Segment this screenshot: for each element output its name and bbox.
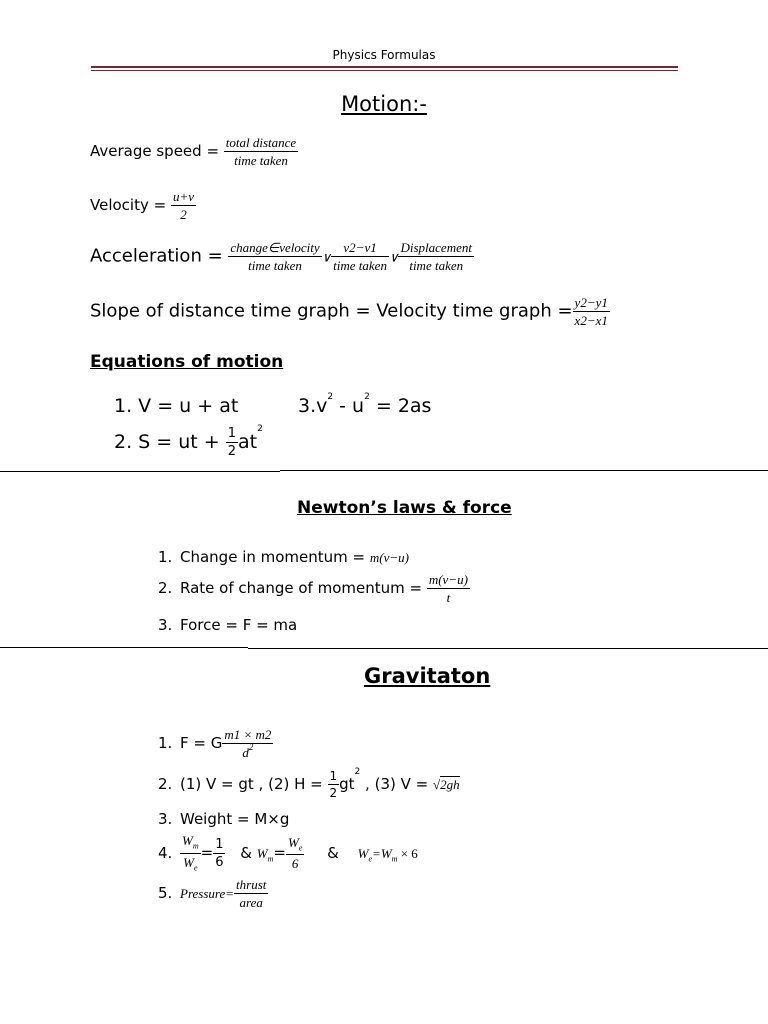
gravitation-item-2-numerator: 1: [329, 769, 338, 783]
one-sixth-numerator: 1: [215, 836, 224, 852]
list-number: 2.: [158, 775, 173, 793]
gravitation-item-4: [158, 834, 418, 872]
list-number: 5.: [158, 884, 173, 902]
gravitation-item-1-d: d: [242, 745, 249, 760]
w-symbol: W: [256, 845, 268, 861]
acceleration-label: Acceleration =: [90, 245, 229, 267]
equation-3-exp-1: 2: [327, 392, 334, 402]
w-symbol: W: [183, 854, 194, 870]
slope-fraction: [573, 296, 610, 327]
w-symbol: W: [380, 845, 392, 861]
gravitation-item-2-exp: 2: [354, 767, 361, 777]
equation-2: [114, 424, 263, 459]
gravitation-item-2: [158, 767, 460, 800]
gravitation-item-1-denominator: [222, 744, 273, 759]
ampersand: &: [240, 843, 252, 862]
velocity-formula: [90, 190, 196, 221]
newton-item-2-label: Rate of change of momentum =: [180, 579, 427, 597]
equations-of-motion-heading: Equations of motion: [90, 352, 284, 372]
w-symbol: W: [182, 833, 193, 848]
gravitation-item-1-numerator: m1 × m2: [224, 727, 272, 742]
average-speed-numerator: total distance: [225, 135, 297, 150]
we-numerator: [286, 836, 304, 856]
equation-2-lhs: 2. S = ut +: [114, 431, 226, 453]
newton-item-2: [158, 573, 470, 604]
equals-sign: =: [200, 843, 214, 862]
one-sixth-denominator: 6: [215, 854, 224, 870]
section-divider: [0, 471, 280, 472]
sqrt-icon: √: [432, 777, 441, 792]
subscript-m: m: [267, 854, 274, 864]
equation-3: [298, 392, 432, 417]
we-denominator: [180, 854, 201, 873]
gravitation-item-1-label: F = G: [180, 734, 223, 752]
acceleration-numerator-1: change∈velocity: [230, 240, 320, 255]
acceleration-denominator-1: time taken: [248, 258, 302, 273]
subscript-e: e: [193, 863, 198, 873]
acceleration-denominator-3: time taken: [409, 258, 464, 273]
subscript-m: m: [391, 854, 398, 864]
list-number: 4.: [158, 843, 173, 862]
gravitation-item-2-sqrt-body: 2gh: [440, 777, 460, 792]
pressure-numerator: thrust: [236, 877, 267, 892]
times-six: × 6: [400, 845, 418, 861]
slope-formula: [90, 296, 610, 327]
gravitation-item-5: [158, 878, 268, 909]
subscript-e: e: [368, 854, 373, 864]
gravitation-item-2-part-3: , (3) V =: [360, 775, 433, 793]
newton-item-1-math: m(v−u): [369, 550, 409, 565]
equation-3-rhs: = 2as: [369, 395, 432, 417]
newton-item-3-label: Force = F = ma: [180, 616, 298, 634]
equation-2-denominator: 2: [227, 444, 236, 459]
acceleration-denominator-2: time taken: [333, 258, 387, 273]
list-number: 1.: [158, 548, 173, 566]
gravitation-item-2-denominator: 2: [329, 786, 338, 800]
average-speed-label: Average speed =: [90, 142, 224, 160]
section-divider: [248, 648, 768, 649]
equals-sign: =: [273, 843, 286, 862]
one-sixth-fraction: [213, 838, 225, 869]
section-divider: [280, 470, 768, 471]
acceleration-fraction-3: [398, 241, 473, 272]
newton-item-1: [158, 548, 409, 566]
equation-2-numerator: 1: [227, 426, 236, 441]
list-number: 3.: [158, 616, 173, 634]
acceleration-fraction-1: [228, 241, 321, 272]
section-divider: [0, 647, 248, 648]
header-rule: [91, 66, 678, 68]
velocity-label: Velocity =: [90, 196, 171, 214]
or-symbol-1: ∨: [321, 249, 332, 265]
pressure-denominator: area: [239, 895, 263, 910]
wm-expression: [256, 845, 274, 864]
average-speed-fraction: [224, 136, 298, 167]
velocity-numerator: u+v: [172, 189, 194, 204]
equation-2-exp: 2: [257, 424, 263, 434]
gravitation-item-1-fraction: [222, 728, 273, 759]
acceleration-formula: [90, 241, 474, 272]
list-number: 2.: [158, 579, 173, 597]
wm-over-we-fraction: [180, 834, 201, 872]
gravitation-item-3-label: Weight = M×g: [180, 810, 290, 828]
wm-numerator: [180, 834, 201, 854]
acceleration-fraction-2: [331, 241, 389, 272]
average-speed-denominator: time taken: [234, 153, 288, 168]
slope-denominator: x2−x1: [574, 313, 608, 328]
equals-sign: =: [372, 845, 381, 861]
average-speed-formula: [90, 136, 298, 167]
newton-item-1-label: Change in momentum =: [180, 548, 370, 566]
equation-2-half: [226, 427, 238, 458]
or-symbol-2: ∨: [388, 249, 399, 265]
slope-label: Slope of distance time graph = Velocity time graph =: [90, 300, 573, 322]
six-denominator: 6: [291, 856, 299, 872]
subscript-m: m: [192, 841, 199, 851]
acceleration-numerator-2: v2−v1: [331, 241, 389, 257]
gravitation-title: Gravitaton: [364, 664, 491, 688]
gravitation-item-2-gt: gt: [339, 775, 355, 793]
gravitation-item-3: [158, 810, 289, 828]
equation-2-at: at: [238, 431, 258, 453]
w-symbol: W: [357, 845, 369, 861]
equation-3-v: 3.v: [298, 395, 328, 417]
gravitation-item-1: [158, 728, 273, 759]
newton-item-2-fraction: [427, 573, 470, 604]
header-rule-thin: [91, 70, 678, 71]
equation-3-u: - u: [333, 395, 365, 417]
we-over-six-fraction: [286, 836, 304, 871]
newton-item-3: [158, 616, 297, 634]
newton-title: Newton’s laws & force: [297, 498, 512, 518]
list-number: 1.: [158, 734, 173, 752]
equation-1: 1. V = u + at: [114, 395, 239, 417]
slope-numerator: y2−y1: [574, 295, 608, 310]
we-equals-expression: [357, 845, 418, 864]
pressure-fraction: [234, 878, 268, 909]
list-number: 3.: [158, 810, 173, 828]
ampersand: &: [327, 843, 339, 862]
motion-title: Motion:-: [341, 92, 427, 116]
w-symbol: W: [287, 834, 299, 850]
gravitation-item-1-exp: 2: [248, 742, 254, 752]
newton-item-2-numerator: m(v−u): [428, 572, 468, 587]
velocity-fraction: [171, 190, 196, 221]
pressure-label: Pressure=: [180, 886, 235, 901]
acceleration-numerator-3: Displacement: [400, 240, 472, 255]
velocity-denominator: 2: [180, 207, 187, 222]
header-title: Physics Formulas: [332, 48, 436, 62]
gravitation-item-2-part-1: (1) V = gt , (2) H =: [180, 775, 328, 793]
equation-3-exp-2: 2: [364, 392, 370, 402]
newton-item-2-denominator: t: [446, 590, 451, 605]
gravitation-item-2-half: [328, 770, 340, 799]
subscript-e: e: [298, 843, 303, 853]
